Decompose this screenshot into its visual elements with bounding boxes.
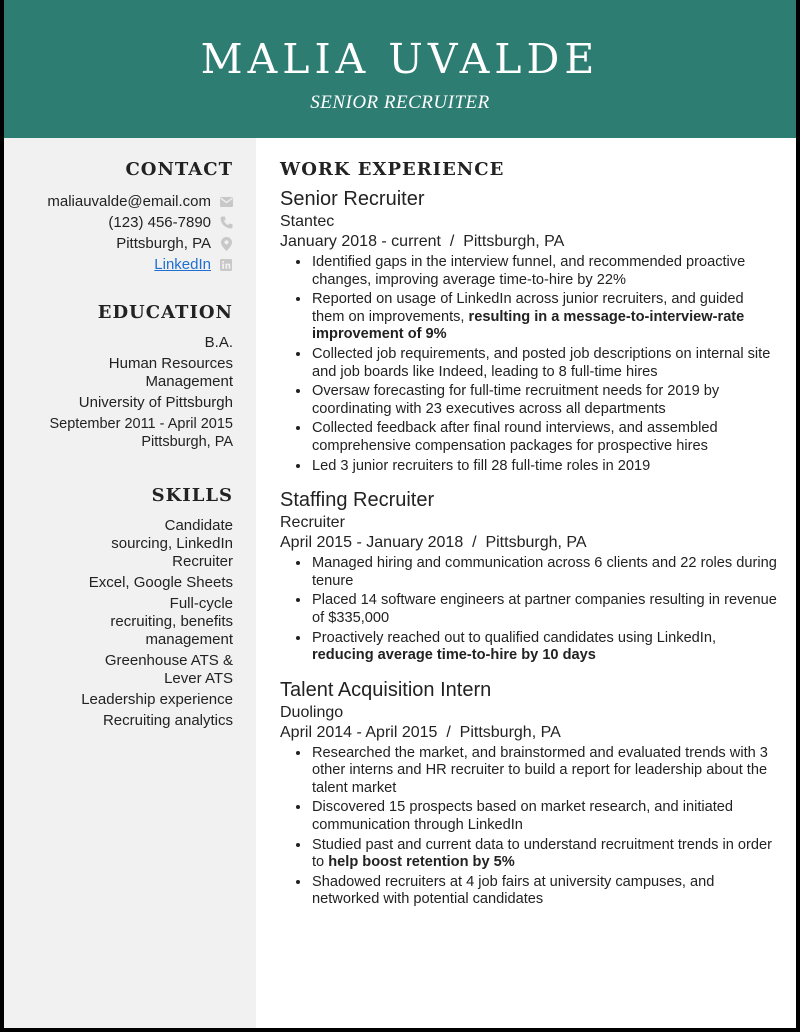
job-dates: April 2015 - January 2018 / Pittsburgh, PA [280,534,587,552]
job-entry [280,487,780,665]
education-school: University of Pittsburgh [78,394,233,411]
skill-item: Recruiting analytics [102,712,233,729]
education-degree: B.A. [204,334,233,351]
contact-email[interactable]: maliauvalde@email.com [47,192,211,210]
job-entry [280,677,780,909]
contact-section [5,159,233,275]
sidebar [4,138,256,1028]
phone-icon [219,216,233,230]
candidate-name: MALIA UVALDE [200,35,600,83]
job-title: Talent Acquisition Intern [280,678,492,701]
job-bullet: • Collected job requirements, and posted job descriptions on internal site and job boards like Indeed, leading to 8 full-time hires [311,346,780,381]
skills-section [5,485,233,733]
education-field: Human Resources Management [108,355,233,390]
job-bullets [280,745,780,909]
linkedin-icon [219,258,233,272]
job-bullet: • Discovered 15 prospects based on market research, and initiated communication through LinkedIn [311,799,780,834]
job-bullet: • Proactively reached out to qualified candidates using LinkedIn, reducing average time-to-hire by 10 days [311,630,780,665]
job-bullet: • Identified gaps in the interview funnel, and recommended proactive changes, improving average time-to-hire by 22% [311,254,780,289]
job-company: Stantec [280,213,335,230]
job-title: Senior Recruiter [280,188,425,210]
job-bullet: • Placed 14 software engineers at partner companies resulting in revenue of $335,000 [311,592,780,627]
job-bullet: • Researched the market, and brainstormed and evaluated trends with 3 other interns and HR recruiter to build a report for leadership about the talent market [311,745,780,798]
resume-header [4,0,796,138]
job-dates: January 2018 - current / Pittsburgh, PA [280,233,565,250]
skill-item: Excel, Google Sheets [88,574,233,591]
contact-location-row [5,233,233,254]
skills-heading: SKILLS [151,485,233,506]
map-pin-icon [219,237,233,251]
skill-item: Full-cycle recruiting, benefits management [110,595,233,648]
skill-item: Candidate sourcing, LinkedIn Recruiter [111,517,233,570]
education-heading: EDUCATION [97,302,233,323]
job-bullet: • Oversaw forecasting for full-time recruitment needs for 2019 by coordinating with 23 executives across all departments [311,383,780,418]
linkedin-link[interactable]: LinkedIn [154,255,211,273]
job-entry [280,186,780,475]
contact-phone-row [5,212,233,233]
job-company: Recruiter [280,514,345,532]
job-bullet: • Studied past and current data to understand recruitment trends in order to help boost retention by 5% [311,837,780,872]
skill-item: Leadership experience [81,691,233,708]
education-dates: September 2011 - April 2015 [49,416,233,432]
experience-heading: WORK EXPERIENCE [280,159,505,180]
education-location: Pittsburgh, PA [141,434,233,450]
job-bullets [280,254,780,475]
job-bullet: • Collected feedback after final round interviews, and assembled comprehensive compensation packages for prospective hires [311,420,780,455]
job-bullet: • Shadowed recruiters at 4 job fairs at university campuses, and networked with potential candidates [311,874,780,909]
job-bullets [280,555,780,665]
job-bullet: • Reported on usage of LinkedIn across junior recruiters, and guided them on improvements, resulting in a message-to-interview-rate improvement of 9% [311,291,780,344]
candidate-title: SENIOR RECRUITER [310,92,490,113]
contact-location: Pittsburgh, PA [116,234,211,252]
contact-email-row [5,191,233,212]
job-bullet: • Led 3 junior recruiters to fill 28 full-time roles in 2019 [311,458,780,476]
job-bullet: • Managed hiring and communication across 6 clients and 22 roles during tenure [311,555,780,590]
education-section [5,302,233,451]
job-company: Duolingo [280,703,344,721]
main-content [280,158,780,911]
job-dates: April 2014 - April 2015 / Pittsburgh, PA [280,723,561,741]
job-title: Staffing Recruiter [280,489,435,512]
contact-linkedin-row [5,254,233,275]
envelope-icon [219,195,233,209]
contact-phone[interactable]: (123) 456-7890 [108,213,211,231]
contact-heading: CONTACT [125,159,233,180]
resume-page [4,0,796,1028]
skill-item: Greenhouse ATS & Lever ATS [104,652,233,687]
